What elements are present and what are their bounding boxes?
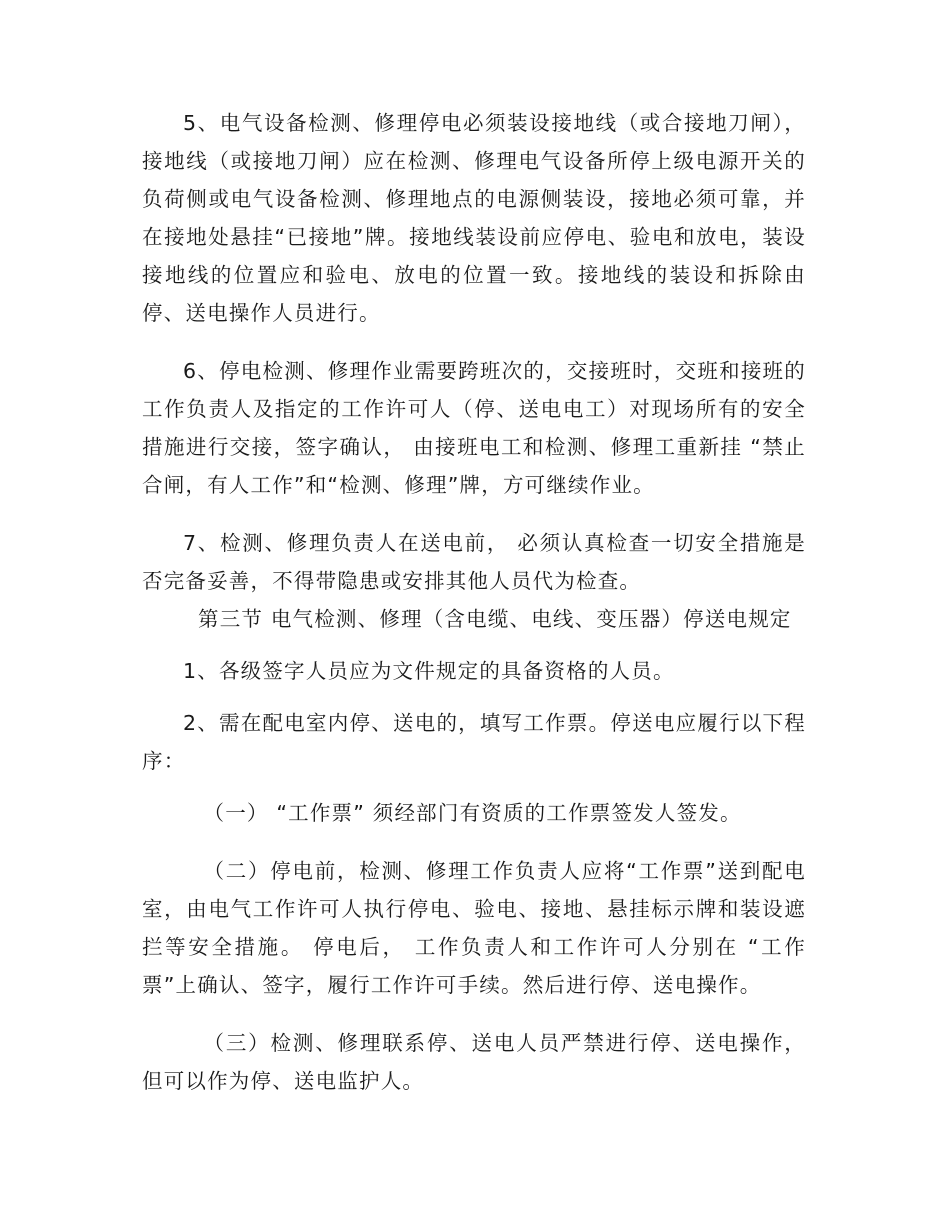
section-title: 第三节 电气检测、修理（含电缆、电线、变压器）停送电规定 (198, 607, 792, 631)
sub-item-1: （一） “工作票” 须经部门有资质的工作票签发人签发。 (203, 801, 742, 825)
document-body (142, 104, 806, 1100)
paragraph-item-5: 5、电气设备检测、修理停电必须装设接地线（或合接地刀闸），接地线（或接地刀闸）应在检测、修理电气设备所停上级电源开关的负荷侧或电气设备检测、修理地点的电源侧装设，接地必须可靠，并在接地处悬挂“已接地”牌。接地线装设前应停电、验电和放电，装设接地线的位置应和验电、放电的位置一致。接地线的装设和拆除由停、送电操作人员进行。 (142, 111, 806, 325)
paragraph-item-6: 6、停电检测、修理作业需要跨班次的，交接班时，交班和接班的工作负责人及指定的工作许可人（停、送电电工）对现场所有的安全措施进行交接，签字确认， 由接班电工和检测、修理工重新挂 “禁止合闸，有人工作”和“检测、修理”牌，方可继续作业。 (142, 359, 806, 497)
section-paragraph-2: 2、需在配电室内停、送电的，填写工作票。停送电应履行以下程序： (142, 711, 806, 773)
sub-item-3: （三）检测、修理联系停、送电人员严禁进行停、送电操作，但可以作为停、送电监护人。 (142, 1031, 806, 1093)
sub-item-2: （二）停电前，检测、修理工作负责人应将“工作票”送到配电室，由电气工作许可人执行停电、验电、接地、悬挂标示牌和装设遮拦等安全措施。 停电后， 工作负责人和工作许可人分别在 “工作票”上确认、签字，履行工作许可手续。然后进行停、送电操作。 (142, 859, 806, 997)
paragraph-item-7: 7、检测、修理负责人在送电前， 必须认真检查一切安全措施是否完备妥善，不得带隐患或安排其他人员代为检查。 (142, 531, 806, 593)
section-paragraph-1: 1、各级签字人员应为文件规定的具备资格的人员。 (183, 659, 675, 683)
